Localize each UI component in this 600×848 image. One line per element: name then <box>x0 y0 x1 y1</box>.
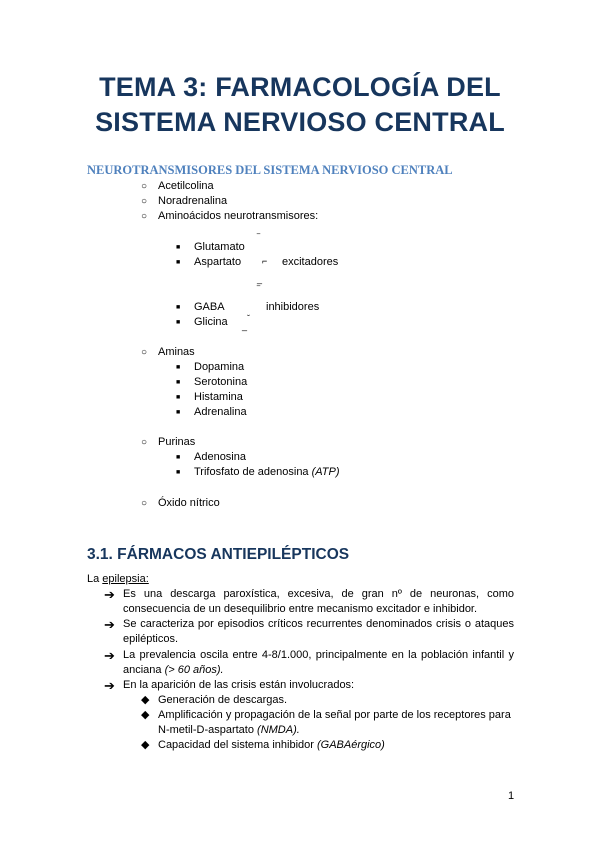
atp-abbr: (ATP) <box>311 466 340 478</box>
item-aminas: Aminas <box>158 346 195 358</box>
brace-bottom-mark: _ <box>242 321 248 331</box>
item-serotonina: Serotonina <box>194 376 248 388</box>
paragraph-2-line-1: Se caracteriza por episodios críticos recurrentes denominados crisis o ataques <box>123 618 514 630</box>
arrow-bullet: ➔ <box>104 587 115 602</box>
item-glicina: Glicina <box>194 316 228 328</box>
intro-term: epilepsia: <box>102 573 149 585</box>
square-bullet: ■ <box>176 244 181 251</box>
item-oxido-nitrico: Óxido nítrico <box>158 497 220 509</box>
paragraph-3-emphasis: (> 60 años). <box>164 664 224 676</box>
circle-bullet: ○ <box>141 347 148 358</box>
brace-middle-mark: ˬ <box>247 306 250 316</box>
page-number: 1 <box>508 790 515 802</box>
item-gaba: GABA <box>194 301 225 313</box>
circle-bullet: ○ <box>141 437 148 448</box>
arrow-bullet: ➔ <box>104 648 115 663</box>
neurotransmitters-heading: NEUROTRANSMISORES DEL SISTEMA NERVIOSO CENTRAL <box>87 163 453 177</box>
brace-bottom-mark: _ <box>257 274 263 284</box>
page-title-line-2: SISTEMA NERVIOSO CENTRAL <box>95 107 505 137</box>
square-bullet: ■ <box>176 379 181 386</box>
label-inhibidores: inhibidores <box>266 301 320 313</box>
arrow-bullet: ➔ <box>104 678 115 693</box>
circle-bullet: ○ <box>141 211 148 222</box>
square-bullet: ■ <box>176 304 181 311</box>
circle-bullet: ○ <box>141 498 148 509</box>
item-aspartato: Aspartato <box>194 256 242 268</box>
item-dopamina: Dopamina <box>194 361 245 373</box>
item-purinas: Purinas <box>158 436 196 448</box>
square-bullet: ■ <box>176 409 181 416</box>
brace-top-mark: ‾ <box>257 285 260 295</box>
paragraph-2-line-2: epilépticos. <box>123 633 179 645</box>
subpoint-1: Generación de descargas. <box>158 694 288 706</box>
diamond-bullet: ◆ <box>141 709 150 721</box>
paragraph-1-line-1: Es una descarga paroxística, excesiva, de gran nº de neuronas, como <box>123 588 514 600</box>
paragraph-1-line-2: consecuencia de un desequilibrio entre mecanismo excitador e inhibidor. <box>123 603 478 615</box>
square-bullet: ■ <box>176 469 181 476</box>
item-adenosina: Adenosina <box>194 451 246 463</box>
diamond-bullet: ◆ <box>141 694 150 706</box>
square-bullet: ■ <box>176 394 181 401</box>
brace-middle-mark: ⌐ <box>262 256 268 266</box>
item-adrenalina: Adrenalina <box>194 406 247 418</box>
item-glutamato: Glutamato <box>194 241 245 253</box>
arrow-bullet: ➔ <box>104 617 115 632</box>
section-heading: 3.1. FÁRMACOS ANTIEPILÉPTICOS <box>87 546 350 563</box>
brace-top-mark: ‾ <box>257 233 260 243</box>
subpoint-2-text: N-metil-D-aspartato <box>158 724 258 736</box>
intro-prefix: La <box>87 573 103 585</box>
item-trifosfato <box>194 465 340 480</box>
paragraph-4: En la aparición de las crisis están involucrados: <box>123 679 355 691</box>
paragraph-3-line-2 <box>123 663 224 678</box>
item-noradrenalina: Noradrenalina <box>158 195 228 207</box>
diamond-bullet: ◆ <box>141 739 150 751</box>
circle-bullet: ○ <box>141 181 148 192</box>
subpoint-3 <box>158 738 385 753</box>
subpoint-2-line-1: Amplificación y propagación de la señal por parte de los receptores para <box>158 709 511 721</box>
subpoint-2-line-2 <box>158 723 300 738</box>
page-title-line-1: TEMA 3: FARMACOLOGÍA DEL <box>99 72 501 102</box>
paragraph-3-line-1: La prevalencia oscila entre 4-8/1.000, principalmente en la población infantil y <box>123 649 514 661</box>
square-bullet: ■ <box>176 259 181 266</box>
trifosfato-text: Trifosfato de adenosina <box>194 466 312 478</box>
square-bullet: ■ <box>176 454 181 461</box>
epilepsia-intro <box>87 572 149 587</box>
subpoint-3-emphasis: (GABAérgico) <box>316 739 385 751</box>
subpoint-2-emphasis: (NMDA). <box>257 724 300 736</box>
square-bullet: ■ <box>176 364 181 371</box>
circle-bullet: ○ <box>141 196 148 207</box>
square-bullet: ■ <box>176 319 181 326</box>
item-histamina: Histamina <box>194 391 243 403</box>
label-excitadores: excitadores <box>282 256 339 268</box>
item-aminoacidos: Aminoácidos neurotransmisores: <box>158 210 319 222</box>
subpoint-3-text: Capacidad del sistema inhibidor <box>158 739 317 751</box>
paragraph-3-text: anciana <box>123 664 165 676</box>
item-acetilcolina: Acetilcolina <box>158 180 214 192</box>
